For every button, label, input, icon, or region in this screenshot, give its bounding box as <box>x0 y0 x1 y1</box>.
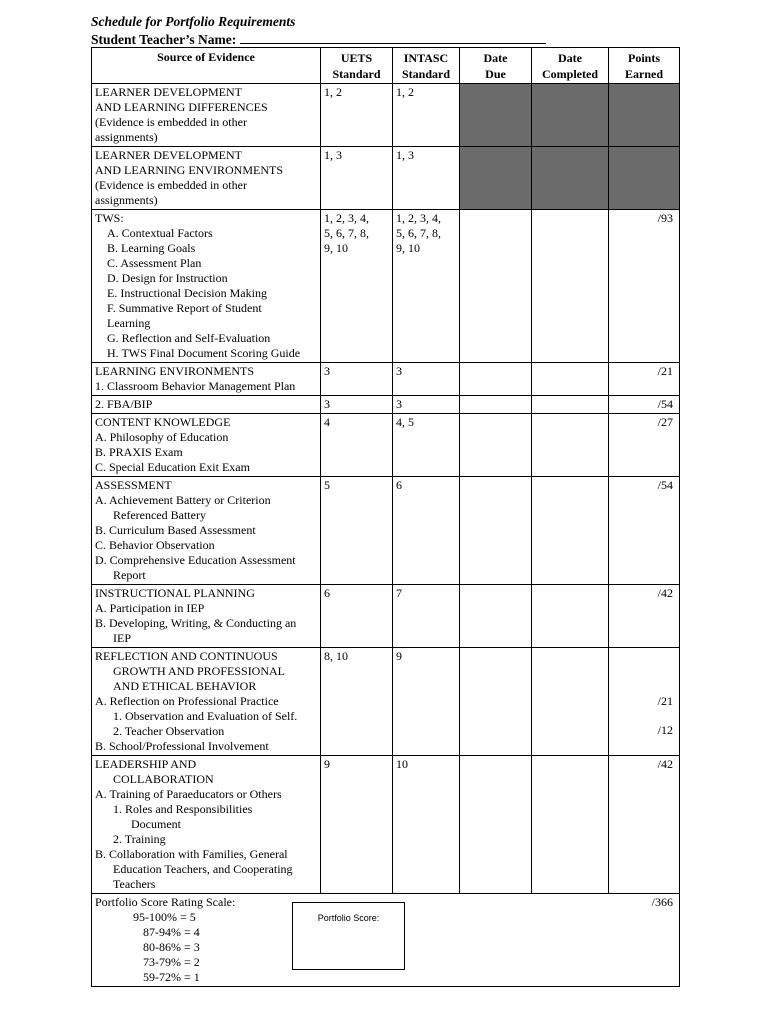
date-due-cell[interactable] <box>460 756 532 894</box>
uets-cell: 1, 2, 3, 4, 5, 6, 7, 8, 9, 10 <box>321 210 393 363</box>
portfolio-requirements-table <box>91 47 680 987</box>
uets-cell: 3 <box>321 363 393 396</box>
points-cell <box>609 648 680 756</box>
date-completed-cell[interactable] <box>532 396 609 414</box>
date-due-cell <box>460 147 532 210</box>
source-cell: LEARNING ENVIRONMENTS 1. Classroom Behavior Management Plan <box>92 363 321 396</box>
rating-scale-item: 59-72% = 1 <box>143 970 200 984</box>
uets-cell: 3 <box>321 396 393 414</box>
uets-cell: 8, 10 <box>321 648 393 756</box>
rating-scale-heading: Portfolio Score Rating Scale: <box>95 895 236 909</box>
source-cell: REFLECTION AND CONTINUOUS GROWTH AND PROFESSIONAL AND ETHICAL BEHAVIOR A. Reflection on Professional Practice 1. Observation and Evaluation of Self. 2. Teacher Observation B. School/Professional Involvement <box>92 648 321 756</box>
date-due-cell[interactable] <box>460 648 532 756</box>
date-due-cell <box>460 84 532 147</box>
table-row <box>92 363 680 396</box>
header-date-due: Date Due <box>460 48 532 84</box>
points-reflection-b: /12 <box>657 723 673 737</box>
points-cell: /54 <box>609 477 680 585</box>
student-name-line <box>91 31 546 48</box>
date-completed-cell <box>532 84 609 147</box>
intasc-cell: 3 <box>393 363 460 396</box>
date-due-cell[interactable] <box>460 396 532 414</box>
date-completed-cell[interactable] <box>532 210 609 363</box>
table-row <box>92 648 680 756</box>
source-cell: ASSESSMENT A. Achievement Battery or Criterion Referenced Battery B. Curriculum Based Assessment C. Behavior Observation D. Comprehensive Education Assessment Report <box>92 477 321 585</box>
header-uets: UETS Standard <box>321 48 393 84</box>
uets-cell: 1, 3 <box>321 147 393 210</box>
intasc-cell: 3 <box>393 396 460 414</box>
date-completed-cell[interactable] <box>532 585 609 648</box>
date-due-cell[interactable] <box>460 210 532 363</box>
date-completed-cell[interactable] <box>532 648 609 756</box>
source-cell: CONTENT KNOWLEDGE A. Philosophy of Education B. PRAXIS Exam C. Special Education Exit Exam <box>92 414 321 477</box>
table-row <box>92 414 680 477</box>
points-cell: /54 <box>609 396 680 414</box>
header-points-earned: Points Earned <box>609 48 680 84</box>
source-cell: LEARNER DEVELOPMENT AND LEARNING ENVIRONMENTS (Evidence is embedded in other assignments) <box>92 147 321 210</box>
source-cell: 2. FBA/BIP <box>92 396 321 414</box>
table-row <box>92 585 680 648</box>
points-cell: /42 <box>609 756 680 894</box>
intasc-cell: 7 <box>393 585 460 648</box>
uets-cell: 5 <box>321 477 393 585</box>
uets-cell: 1, 2 <box>321 84 393 147</box>
rating-scale-cell <box>92 894 609 987</box>
portfolio-score-label: Portfolio Score: <box>317 913 380 923</box>
points-cell <box>609 84 680 147</box>
points-cell: /93 <box>609 210 680 363</box>
uets-cell: 9 <box>321 756 393 894</box>
rating-scale-item: 95-100% = 5 <box>133 910 196 924</box>
intasc-cell: 9 <box>393 648 460 756</box>
rating-scale-item: 80-86% = 3 <box>143 940 200 954</box>
points-cell: /21 <box>609 363 680 396</box>
header-intasc: INTASC Standard <box>393 48 460 84</box>
date-due-cell[interactable] <box>460 363 532 396</box>
header-row <box>92 48 680 84</box>
table-row <box>92 477 680 585</box>
uets-cell: 4 <box>321 414 393 477</box>
points-total-cell: /366 <box>609 894 680 987</box>
intasc-cell: 4, 5 <box>393 414 460 477</box>
points-cell: /42 <box>609 585 680 648</box>
student-name-label: Student Teacher’s Name: <box>91 32 237 47</box>
date-completed-cell[interactable] <box>532 414 609 477</box>
date-completed-cell[interactable] <box>532 363 609 396</box>
table-row <box>92 147 680 210</box>
portfolio-score-box[interactable] <box>292 902 405 970</box>
source-cell: LEADERSHIP AND COLLABORATION A. Training of Paraeducators or Others 1. Roles and Responsibilities Document 2. Training B. Collaboration with Families, General Education Teachers, and Cooperating Teachers <box>92 756 321 894</box>
rating-scale-item: 73-79% = 2 <box>143 955 200 969</box>
rating-scale-item: 87-94% = 4 <box>143 925 200 939</box>
table-row <box>92 756 680 894</box>
intasc-cell: 10 <box>393 756 460 894</box>
uets-cell: 6 <box>321 585 393 648</box>
intasc-cell: 1, 3 <box>393 147 460 210</box>
page-title: Schedule for Portfolio Requirements <box>91 14 296 29</box>
intasc-cell: 1, 2 <box>393 84 460 147</box>
points-cell <box>609 147 680 210</box>
date-due-cell[interactable] <box>460 585 532 648</box>
date-due-cell[interactable] <box>460 477 532 585</box>
points-cell: /27 <box>609 414 680 477</box>
student-name-field[interactable] <box>240 31 546 44</box>
table-row <box>92 894 680 987</box>
intasc-cell: 1, 2, 3, 4, 5, 6, 7, 8, 9, 10 <box>393 210 460 363</box>
date-completed-cell[interactable] <box>532 477 609 585</box>
source-cell: TWS: A. Contextual Factors B. Learning Goals C. Assessment Plan D. Design for Instruction E. Instructional Decision Making F. Summative Report of Student Learning G. Reflection and Self-Evaluation H. TWS Final Document Scoring Guide <box>92 210 321 363</box>
date-due-cell[interactable] <box>460 414 532 477</box>
table-row <box>92 396 680 414</box>
header-source: Source of Evidence <box>92 48 321 84</box>
header-date-completed: Date Completed <box>532 48 609 84</box>
source-cell: LEARNER DEVELOPMENT AND LEARNING DIFFERENCES (Evidence is embedded in other assignments) <box>92 84 321 147</box>
table-row <box>92 210 680 363</box>
source-cell: INSTRUCTIONAL PLANNING A. Participation in IEP B. Developing, Writing, & Conducting an IEP <box>92 585 321 648</box>
points-reflection-a: /21 <box>657 694 673 708</box>
table-row <box>92 84 680 147</box>
date-completed-cell[interactable] <box>532 756 609 894</box>
date-completed-cell <box>532 147 609 210</box>
intasc-cell: 6 <box>393 477 460 585</box>
